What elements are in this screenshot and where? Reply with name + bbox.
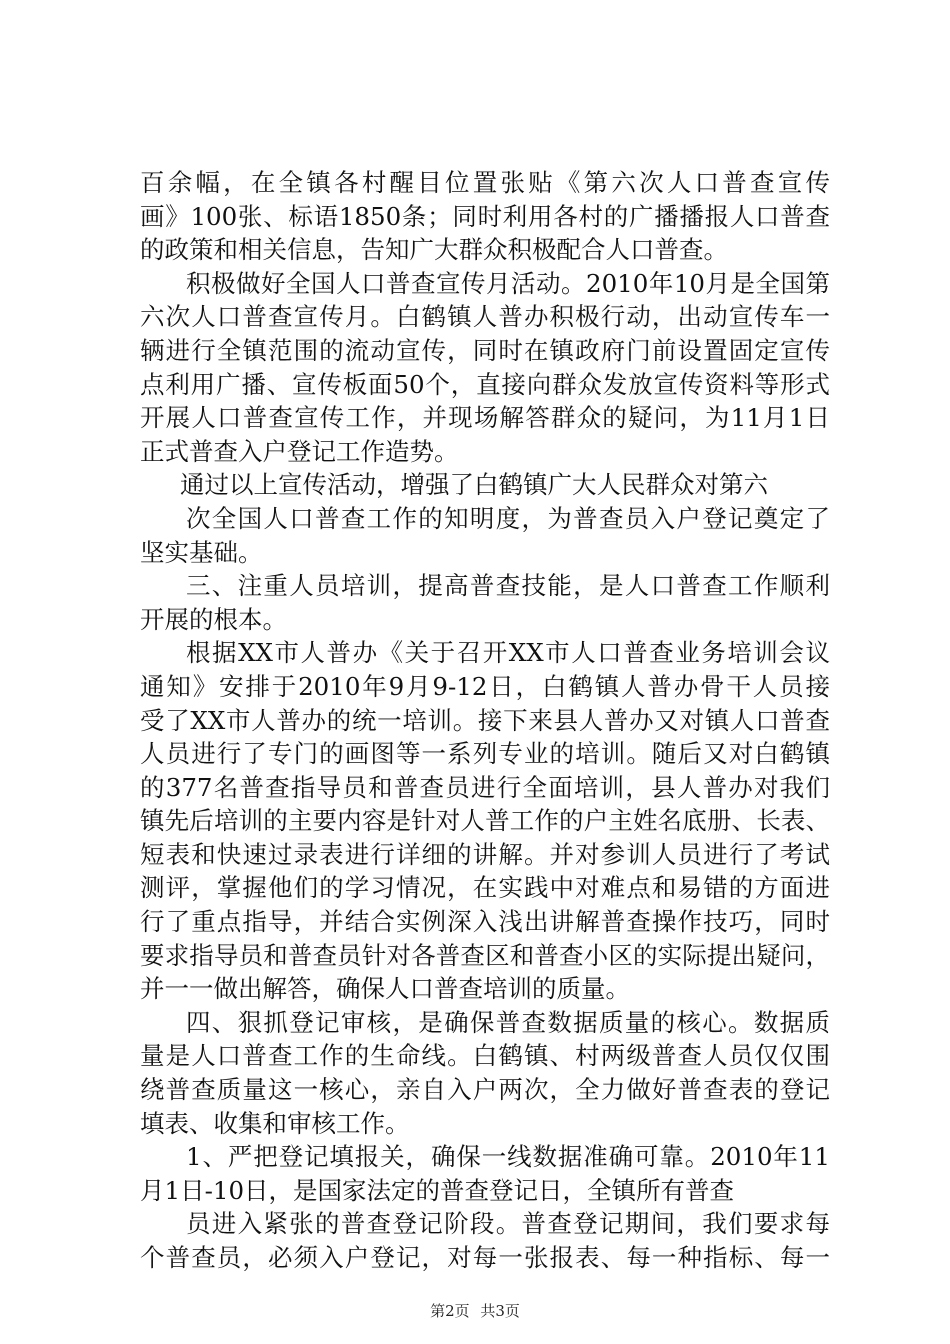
text-line: 员进入紧张的普查登记阶段。普查登记期间，我们要求每 [186,1209,830,1239]
text-line: 积极做好全国人口普查宣传月活动。2010年10月是全国第 [186,268,830,298]
text-line: 次全国人口普查工作的知明度，为普查员入户登记奠定了 [186,503,830,533]
text-line: 行了重点指导，并结合实例深入浅出讲解普查操作技巧，同时 [140,907,830,937]
text-line: 的政策和相关信息，告知广大群众积极配合人口普查。 [140,235,728,265]
text-line: 画》100张、标语1850条；同时利用各村的广播播报人口普查 [140,201,830,231]
text-line: 要求指导员和普查员针对各普查区和普查小区的实际提出疑问， [140,940,830,970]
text-line: 坚实基础。 [140,537,263,567]
text-line: 根据XX市人普办《关于召开XX市人口普查业务培训会议 [186,638,830,668]
text-line: 三、注重人员培训，提高普查技能，是人口普查工作顺利 [186,571,830,601]
text-line: 人员进行了专门的画图等一系列专业的培训。随后又对白鹤镇 [140,739,830,769]
text-line: 受了XX市人普办的统一培训。接下来县人普办又对镇人口普查 [140,705,830,735]
text-line: 通知》安排于2010年9月9-12日，白鹤镇人普办骨干人员接 [140,671,830,701]
text-line: 短表和快速过录表进行详细的讲解。并对参训人员进行了考试 [140,839,830,869]
text-line: 填表、收集和审核工作。 [140,1108,410,1138]
text-line: 并一一做出解答，确保人口普查培训的质量。 [140,974,630,1004]
text-line: 镇先后培训的主要内容是针对人普工作的户主姓名底册、长表、 [140,806,830,836]
text-line: 开展的根本。 [140,604,287,634]
page-number-footer: 第2页 共3页 [430,1302,520,1320]
text-line: 1、严把登记填报关，确保一线数据准确可靠。2010年11 [186,1142,830,1172]
text-line: 开展人口普查宣传工作，并现场解答群众的疑问，为11月1日 [140,403,830,433]
text-line: 月1日-10日，是国家法定的普查登记日，全镇所有普查 [140,1175,735,1205]
text-line: 量是人口普查工作的生命线。白鹤镇、村两级普查人员仅仅围 [140,1041,830,1071]
text-line: 点利用广播、宣传板面50个，直接向群众发放宣传资料等形式 [140,369,830,399]
text-line: 正式普查入户登记工作造势。 [140,436,459,466]
text-line: 绕普查质量这一核心，亲自入户两次，全力做好普查表的登记 [140,1075,830,1105]
text-line: 通过以上宣传活动，增强了白鹤镇广大人民群众对第六 [180,470,768,500]
text-line: 辆进行全镇范围的流动宣传，同时在镇政府门前设置固定宣传 [140,335,830,365]
text-line: 百余幅，在全镇各村醒目位置张贴《第六次人口普查宣传 [140,168,830,197]
text-line: 六次人口普查宣传月。白鹤镇人普办积极行动，出动宣传车一 [140,302,830,332]
body-text [140,166,830,1275]
text-line: 的377名普查指导员和普查员进行全面培训，县人普办对我们 [140,772,830,802]
text-line: 测评，掌握他们的学习情况，在实践中对难点和易错的方面进 [140,873,830,903]
text-line: 四、狠抓登记审核，是确保普查数据质量的核心。数据质 [186,1007,830,1037]
text-line: 个普查员，必须入户登记，对每一张报表、每一种指标、每一 [140,1243,830,1272]
